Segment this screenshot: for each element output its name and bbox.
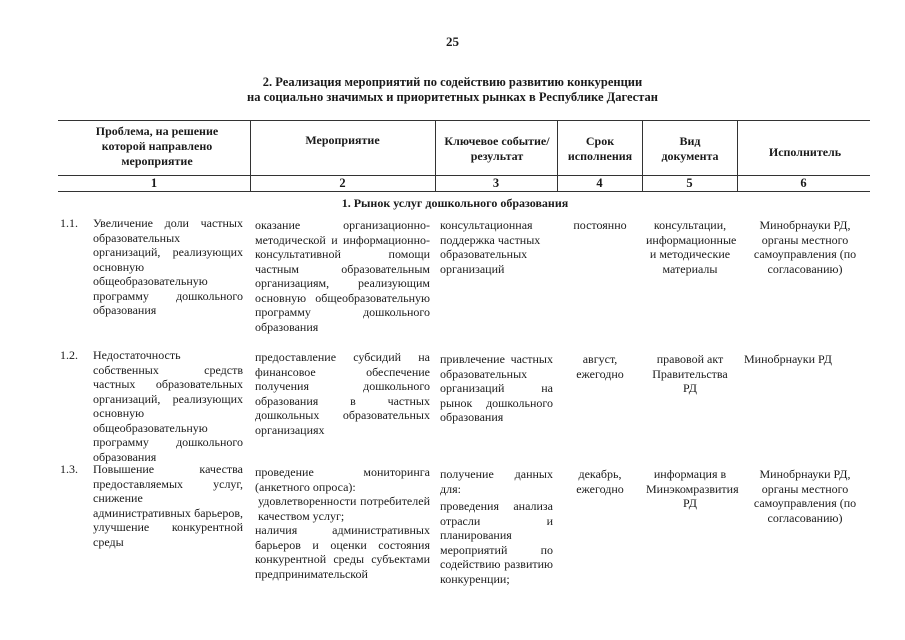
result-cell: привлечение частных образовательных организаций на рынок дошкольного образования <box>440 352 553 424</box>
measure-cell: предоставление субсидий на финансовое обеспечение получения дошкольного образования в частных дошкольных образовательных организациях <box>255 350 430 437</box>
title-line-1: 2. Реализация мероприятий по содействию развитию конкуренции <box>262 75 643 89</box>
page-number: 25 <box>446 34 459 49</box>
doc-cell: консультации, информационные и методические материалы <box>646 218 737 276</box>
col-number: 4 <box>596 176 603 190</box>
result-line: проведения анализа отрасли и планирования мероприятий по содействию развитию конкуренции; <box>440 499 553 586</box>
header-doc: Вид документа <box>661 134 719 163</box>
col-number: 2 <box>339 176 346 190</box>
row-number: 1.3. <box>60 462 78 476</box>
row-number: 1.2. <box>60 348 78 362</box>
header-measure: Мероприятие <box>305 133 380 147</box>
measure-line: удовлетворенности потребителей качеством услуг; <box>258 494 430 523</box>
term-cell: постоянно <box>573 218 627 232</box>
result-cell: консультационная поддержка частных образовательных организаций <box>440 218 541 276</box>
executor-cell: Минобрнауки РД, органы местного самоуправления (по согласованию) <box>753 218 857 276</box>
measure-line: проведение мониторинга (анкетного опроса): <box>255 465 430 494</box>
problem-cell: Повышение качества предоставляемых услуг, снижение административных барьеров, улучшение конкурентной среды <box>93 462 243 549</box>
executor-cell: Минобрнауки РД <box>744 352 832 366</box>
problem-cell: Недостаточность собственных средств частных образовательных организаций, реализующих основную общеобразовательную программу дошкольного образования <box>93 348 243 464</box>
doc-cell: информация в Минэкомразвития РД <box>646 467 739 510</box>
header-result: Ключевое событие/результат <box>444 134 550 163</box>
col-number: 5 <box>686 176 693 190</box>
col-number: 6 <box>800 176 807 190</box>
table-top-rule <box>58 120 870 121</box>
document-title <box>0 75 905 105</box>
section-title: 1. Рынок услуг дошкольного образования <box>341 196 569 210</box>
row-number: 1.1. <box>60 216 78 230</box>
col-number: 1 <box>150 176 158 190</box>
problem-cell: Увеличение доли частных образовательных организаций, реализующих основную общеобразовательную программу дошкольного образования <box>93 216 243 317</box>
executor-cell: Минобрнауки РД, органы местного самоуправления (по согласованию) <box>753 467 857 525</box>
term-cell: декабрь, ежегодно <box>576 467 624 496</box>
header-term: Срок исполнения <box>567 134 633 163</box>
header-executor: Исполнитель <box>768 145 842 159</box>
col-number: 3 <box>492 176 500 190</box>
doc-cell: правовой акт Правительства РД <box>652 352 728 395</box>
term-cell: август, ежегодно <box>576 352 624 381</box>
title-line-2: на социально значимых и приоритетных рынках в Республике Дагестан <box>247 90 658 104</box>
measure-line: наличия административных барьеров и оценки состояния конкурентной среды субъектами предпринимательской <box>255 523 430 581</box>
numbers-bottom-rule <box>58 191 870 192</box>
header-problem: Проблема, на решение которой направлено мероприятие <box>95 124 219 168</box>
result-cell <box>440 467 553 586</box>
measure-cell: оказание организационно-методической и информационно-консультативной помощи частным образовательным организациям, реализующим основную общеобразовательную программу дошкольного образования <box>255 218 430 334</box>
measure-cell <box>255 465 430 581</box>
result-line: получение данных для: <box>440 467 553 496</box>
